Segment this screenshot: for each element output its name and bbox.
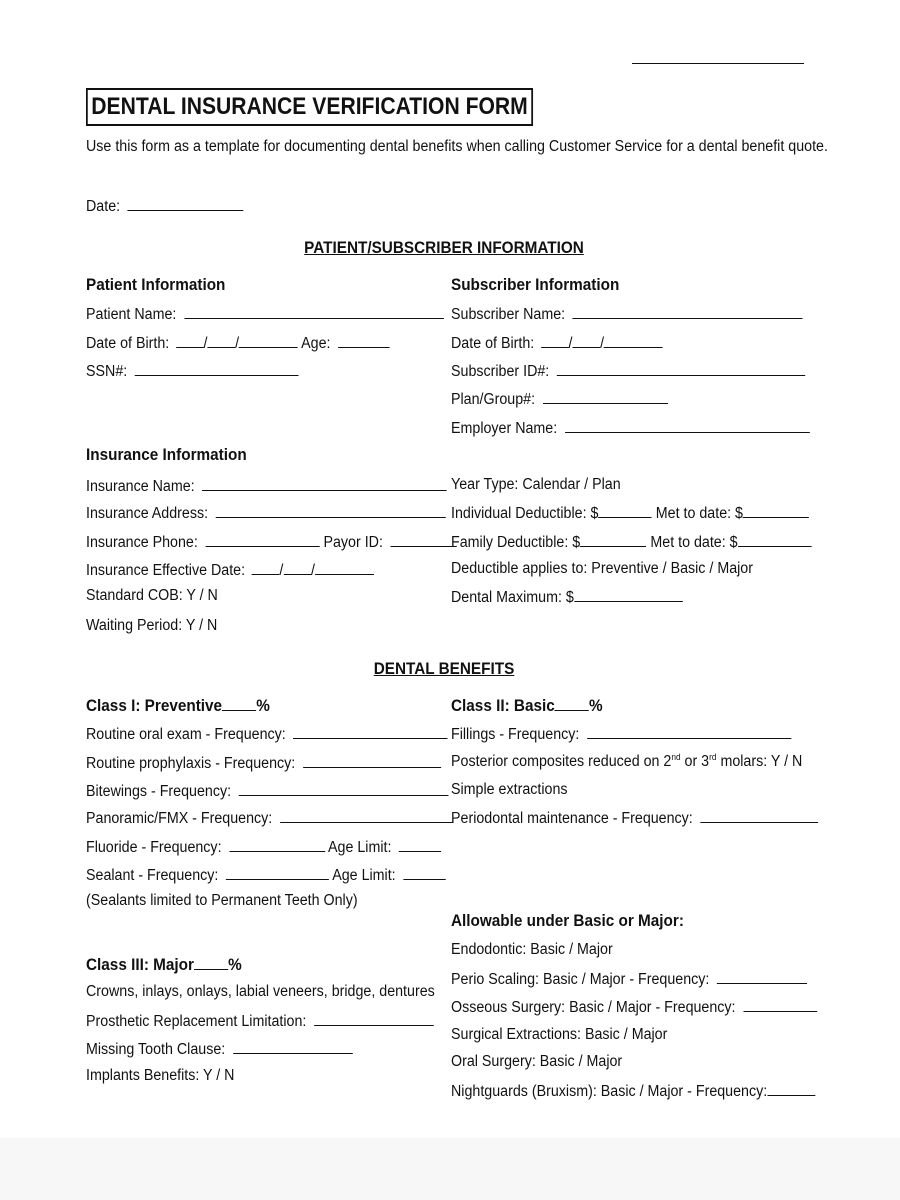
prosthetic-row	[86, 1011, 434, 1031]
sealant-row	[86, 865, 446, 885]
date-row	[86, 196, 244, 216]
class3-percent-field[interactable]	[194, 954, 228, 970]
perio-scaling-field[interactable]	[717, 969, 807, 984]
effective-month[interactable]	[252, 560, 280, 575]
nightguards-field[interactable]	[767, 1081, 815, 1096]
individual-met-field[interactable]	[743, 503, 809, 518]
fillings-label: Fillings - Frequency:	[451, 726, 580, 743]
posterior-composites	[451, 753, 802, 771]
waiting-period: Waiting Period: Y / N	[86, 617, 218, 634]
insurance-name-row	[86, 476, 447, 496]
class2-percent-sign: %	[588, 696, 603, 715]
insurance-name-label: Insurance Name:	[86, 478, 195, 495]
patient-dob-year[interactable]	[239, 333, 298, 348]
routine-exam-label: Routine oral exam - Frequency:	[86, 726, 286, 743]
standard-cob: Standard COB: Y / N	[86, 587, 218, 604]
fillings-row	[451, 724, 791, 744]
insurance-phone-row	[86, 532, 457, 552]
class3-percent-sign: %	[228, 955, 242, 974]
insurance-phone-label: Insurance Phone:	[86, 534, 198, 551]
insurance-effective-row	[86, 560, 374, 580]
fluoride-age-label: Age Limit:	[328, 839, 392, 856]
subscriber-name-label: Subscriber Name:	[451, 306, 566, 323]
subscriber-plan-label: Plan/Group#:	[451, 391, 536, 408]
crowns-text: Crowns, inlays, onlays, labial veneers, bridge, dentures	[86, 983, 435, 1000]
family-deductible-field[interactable]	[580, 532, 646, 547]
insurance-address-field[interactable]	[216, 503, 446, 518]
form-intro: Use this form as a template for documenting dental benefits when calling Customer Service for a dental benefit quote.	[86, 138, 828, 155]
perio-maintenance-row	[451, 808, 818, 828]
patient-name-field[interactable]	[184, 304, 443, 319]
dental-maximum-field[interactable]	[574, 587, 683, 602]
routine-exam-row	[86, 724, 448, 744]
section-patient-subscriber: PATIENT/SUBSCRIBER INFORMATION	[304, 238, 584, 257]
sealant-label: Sealant - Frequency:	[86, 867, 219, 884]
fluoride-age-field[interactable]	[399, 837, 441, 852]
class1-percent-sign: %	[256, 696, 270, 715]
routine-exam-field[interactable]	[293, 724, 448, 739]
subscriber-heading: Subscriber Information	[451, 275, 620, 294]
insurance-address-label: Insurance Address:	[86, 505, 209, 522]
bitewings-field[interactable]	[239, 781, 449, 796]
missing-tooth-label: Missing Tooth Clause:	[86, 1041, 226, 1058]
subscriber-employer-row	[451, 418, 810, 438]
subscriber-dob-row	[451, 333, 663, 353]
endodontic: Endodontic: Basic / Major	[451, 941, 613, 958]
section-dental-benefits: DENTAL BENEFITS	[373, 659, 515, 678]
class1-percent-field[interactable]	[222, 695, 256, 711]
bitewings-row	[86, 781, 448, 801]
pano-label: Panoramic/FMX - Frequency:	[86, 810, 273, 827]
date-field[interactable]	[128, 196, 244, 211]
pano-field[interactable]	[280, 808, 453, 823]
insurance-name-field[interactable]	[202, 476, 447, 491]
form-title: DENTAL INSURANCE VERIFICATION FORM	[86, 88, 533, 126]
patient-ssn-label: SSN#:	[86, 363, 128, 380]
patient-dob-day[interactable]	[208, 333, 236, 348]
posterior-text-mid: or 3	[680, 753, 710, 770]
patient-dob-month[interactable]	[176, 333, 204, 348]
family-met-field[interactable]	[738, 532, 812, 547]
individual-deductible-label: Individual Deductible: $	[451, 505, 599, 522]
date-separator: /	[568, 335, 573, 352]
date-separator: /	[310, 562, 315, 579]
subscriber-id-field[interactable]	[557, 361, 805, 376]
prosthetic-field[interactable]	[314, 1011, 434, 1026]
fluoride-row	[86, 837, 441, 857]
perio-maintenance-label: Periodontal maintenance - Frequency:	[451, 810, 693, 827]
date-label: Date:	[86, 198, 121, 215]
routine-prophy-label: Routine prophylaxis - Frequency:	[86, 755, 296, 772]
date-separator: /	[600, 335, 605, 352]
routine-prophy-field[interactable]	[303, 753, 441, 768]
prosthetic-label: Prosthetic Replacement Limitation:	[86, 1013, 307, 1030]
subscriber-dob-day[interactable]	[573, 333, 601, 348]
individual-deductible-field[interactable]	[598, 503, 651, 518]
dental-maximum-label: Dental Maximum: $	[451, 589, 574, 606]
fillings-field[interactable]	[587, 724, 791, 739]
payor-id-label: Payor ID:	[323, 534, 383, 551]
sealant-age-label: Age Limit:	[332, 867, 396, 884]
patient-name-row	[86, 304, 443, 324]
insurance-phone-field[interactable]	[205, 532, 319, 547]
fluoride-label: Fluoride - Frequency:	[86, 839, 222, 856]
sealant-age-field[interactable]	[403, 865, 445, 880]
family-deductible-label: Family Deductible: $	[451, 534, 581, 551]
subscriber-plan-field[interactable]	[543, 389, 668, 404]
subscriber-employer-field[interactable]	[565, 418, 810, 433]
subscriber-name-field[interactable]	[573, 304, 803, 319]
patient-dob-label: Date of Birth:	[86, 335, 170, 352]
patient-name-label: Patient Name:	[86, 306, 177, 323]
class2-percent-field[interactable]	[555, 695, 589, 711]
posterior-text-end: molars: Y / N	[716, 753, 803, 770]
subscriber-dob-label: Date of Birth:	[451, 335, 535, 352]
dental-maximum-row	[451, 587, 682, 607]
met-to-date-label: Met to date: $	[655, 505, 743, 522]
simple-extractions: Simple extractions	[451, 781, 568, 798]
met-to-date-label: Met to date: $	[650, 534, 738, 551]
patient-ssn-field[interactable]	[135, 361, 299, 376]
patient-age-field[interactable]	[338, 333, 390, 348]
osseous-label: Osseous Surgery: Basic / Major - Frequency:	[451, 999, 736, 1016]
deductible-applies: Deductible applies to: Preventive / Basic / Major	[451, 560, 753, 577]
oral-surgery: Oral Surgery: Basic / Major	[451, 1053, 623, 1070]
effective-day[interactable]	[283, 560, 311, 575]
insurance-heading: Insurance Information	[86, 445, 247, 464]
surgical-extractions: Surgical Extractions: Basic / Major	[451, 1026, 668, 1043]
implants-benefits: Implants Benefits: Y / N	[86, 1067, 235, 1084]
top-signature-line[interactable]	[632, 63, 804, 64]
fluoride-frequency-field[interactable]	[229, 837, 325, 852]
effective-year[interactable]	[315, 560, 374, 575]
nightguards-row	[451, 1081, 815, 1101]
class2-heading-row	[451, 695, 603, 716]
sealant-note: (Sealants limited to Permanent Teeth Only)	[86, 892, 358, 909]
patient-dob-row	[86, 333, 390, 353]
posterior-text: Posterior composites reduced on 2	[451, 753, 672, 770]
class3-heading-row	[86, 954, 242, 975]
nightguards-label: Nightguards (Bruxism): Basic / Major - Frequency:	[451, 1083, 768, 1100]
payor-id-field[interactable]	[391, 532, 457, 547]
patient-ssn-row	[86, 361, 299, 381]
subscriber-name-row	[451, 304, 803, 324]
subscriber-dob-year[interactable]	[604, 333, 663, 348]
class2-heading: Class II: Basic	[451, 696, 555, 715]
pano-row	[86, 808, 453, 828]
subscriber-id-row	[451, 361, 805, 381]
perio-scaling-row	[451, 969, 807, 989]
subscriber-id-label: Subscriber ID#:	[451, 363, 550, 380]
subscriber-dob-month[interactable]	[541, 333, 569, 348]
class1-heading-row	[86, 695, 270, 716]
date-separator: /	[235, 335, 240, 352]
perio-maintenance-field[interactable]	[700, 808, 818, 823]
perio-scaling-label: Perio Scaling: Basic / Major - Frequency:	[451, 971, 710, 988]
date-separator: /	[279, 562, 284, 579]
patient-age-label: Age:	[301, 335, 331, 352]
routine-prophy-row	[86, 753, 441, 773]
insurance-address-row	[86, 503, 446, 523]
posterior-sup-rd: rd	[709, 751, 717, 762]
osseous-row	[451, 997, 817, 1017]
missing-tooth-field[interactable]	[233, 1039, 353, 1054]
bitewings-label: Bitewings - Frequency:	[86, 783, 232, 800]
posterior-sup-nd: nd	[671, 751, 681, 762]
patient-heading: Patient Information	[86, 275, 226, 294]
sealant-frequency-field[interactable]	[226, 865, 329, 880]
class1-heading: Class I: Preventive	[86, 696, 223, 715]
osseous-field[interactable]	[743, 997, 817, 1012]
insurance-effective-label: Insurance Effective Date:	[86, 562, 246, 579]
year-type: Year Type: Calendar / Plan	[451, 476, 621, 493]
family-deductible-row	[451, 532, 811, 552]
subscriber-plan-row	[451, 389, 668, 409]
missing-tooth-row	[86, 1039, 352, 1059]
date-separator: /	[203, 335, 208, 352]
class3-heading: Class III: Major	[86, 955, 194, 974]
subscriber-employer-label: Employer Name:	[451, 420, 558, 437]
individual-deductible-row	[451, 503, 809, 523]
page-bottom-margin	[0, 1138, 900, 1200]
allowable-heading: Allowable under Basic or Major:	[451, 911, 684, 930]
